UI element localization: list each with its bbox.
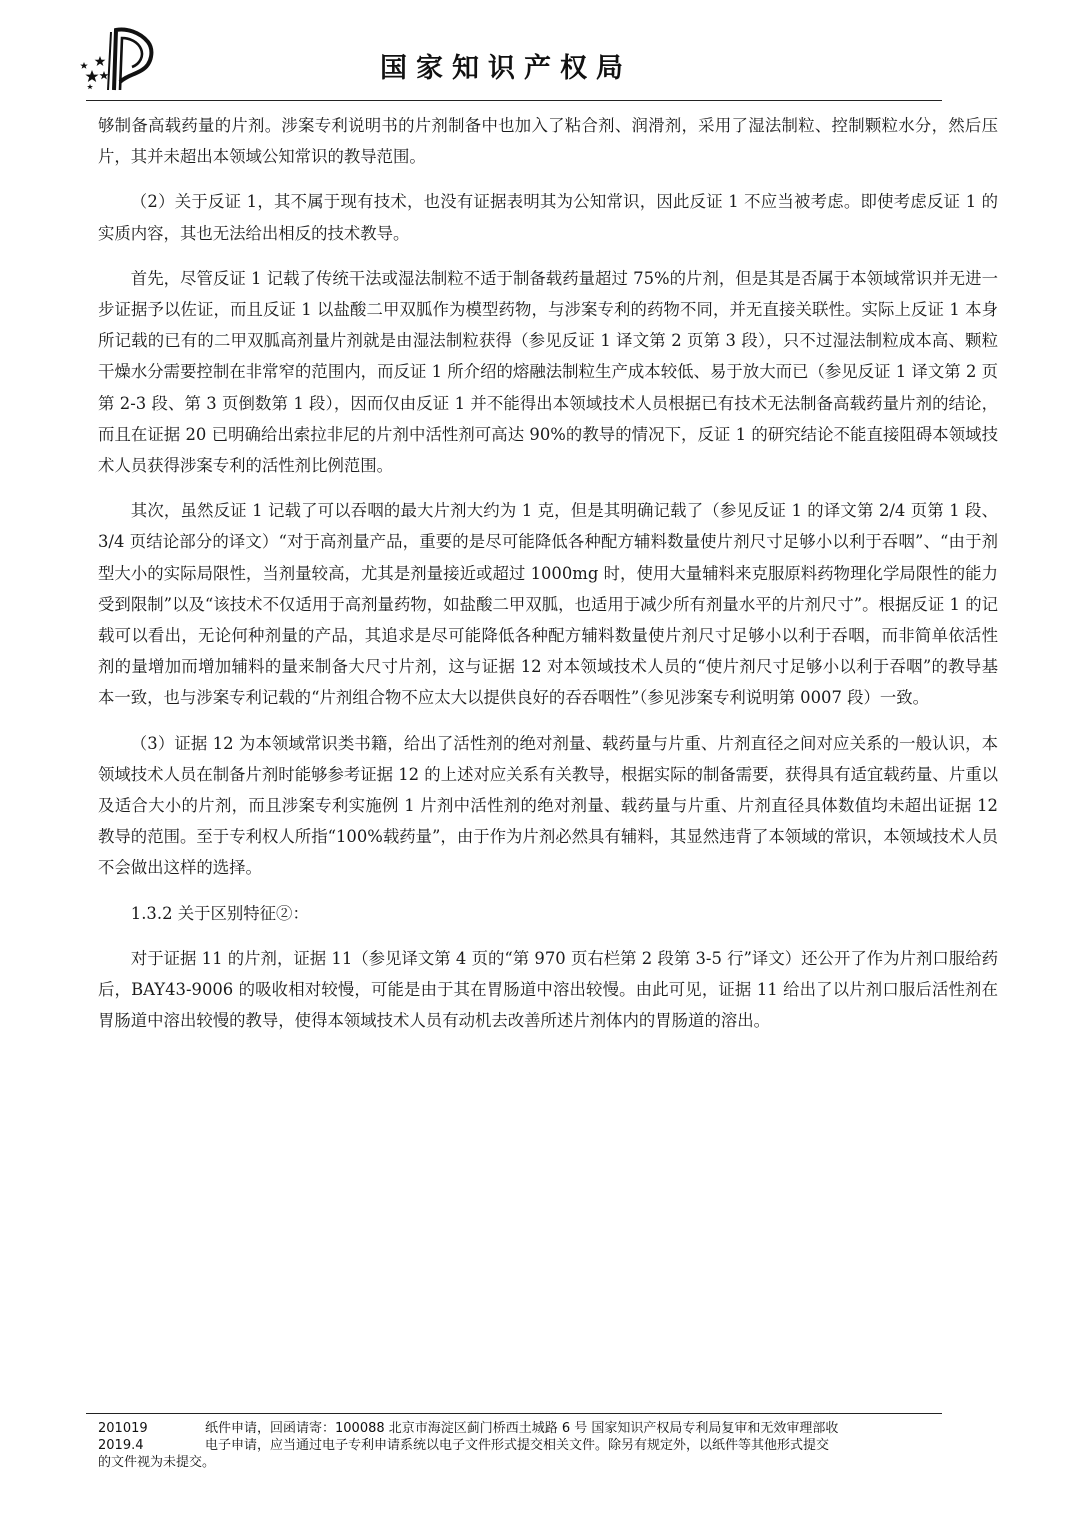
star-icon — [95, 56, 106, 66]
paragraph: 其次，虽然反证 1 记载了可以吞咽的最大片剂大约为 1 克，但是其明确记载了（参见反证 1 的译文第 2/4 页第 1 段、3/4 页结论部分的译文）“对于高剂量产品，重要的是尽可能降低各种配方辅料数量使片剂尺寸足够小以利于吞咽”、“由于剂型大小的实际局限性，当剂量较高，尤其是剂量接近或超过 1000mg 时，使用大量辅料来克服原料药物理化学局限性的能力受到限制”以及“该技术不仅适用于高剂量药物，如盐酸二甲双胍，也适用于减少所有剂量水平的片剂尺寸”。根据反证 1 的记载可以看出，无论何种剂量的产品，其追求是尽可能降低各种配方辅料数量使片剂尺寸足够小以利于吞咽，而非简单依活性剂的量增加而增加辅料的量来制备大尺寸片剂，这与证据 12 对本领域技术人员的“使片剂尺寸足够小以利于吞咽”的教导基本一致，也与涉案专利记载的“片剂组合物不应太大以提供良好的吞吞咽性”（参见涉案专利说明第 0007 段）一致。 — [98, 501, 998, 708]
electronic-filing-notice: 电子申请，应当通过电子专利申请系统以电子文件形式提交相关文件。除另有规定外，以纸件等其他形式提交 — [205, 1438, 830, 1453]
form-code: 201019 — [98, 1421, 148, 1436]
electronic-filing-notice-tail: 的文件视为未提交。 — [98, 1455, 216, 1470]
star-icon — [85, 70, 98, 82]
paper-filing-notice: 纸件申请，回函请寄：100088 北京市海淀区蓟门桥西土城路 6 号 国家知识产权局专利局复审和无效审理部收 — [205, 1421, 839, 1436]
footer-row-electronic — [98, 1437, 998, 1454]
paragraph: （2）关于反证 1，其不属于现有技术，也没有证据表明其为公知常识，因此反证 1 不应当被考虑。即使考虑反证 1 的实质内容，其也无法给出相反的技术教导。 — [98, 192, 998, 243]
paragraph: 对于证据 11 的片剂，证据 11（参见译文第 4 页的“第 970 页右栏第 2 段第 3-5 行”译文）还公开了作为片剂口服给药后，BAY43-9006 的吸收相对较慢，可能是由于其在胃肠道中溶出较慢。由此可见，证据 11 给出了以片剂口服后活性剂在胃肠道中溶出较慢的教导，使得本领域技术人员有动机去改善所述片剂体内的胃肠道的溶出。 — [98, 948, 998, 1031]
paragraph: 首先，尽管反证 1 记载了传统干法或湿法制粒不适于制备载药量超过 75%的片剂，但是其是否属于本领域常识并无进一步证据予以佐证，而且反证 1 以盐酸二甲双胍作为模型药物，与涉案专利的药物不同，并无直接关联性。实际上反证 1 本身所记载的已有的二甲双胍高剂量片剂就是由湿法制粒获得（参见反证 1 译文第 2 页第 3 段），只不过湿法制粒成本高、颗粒干燥水分需要控制在非常窄的范围内，而反证 1 所介绍的熔融法制粒生产成本较低、易于放大而已（参见反证 1 译文第 2 页第 2-3 段、第 3 页倒数第 1 段），因而仅由反证 1 并不能得出本领域技术人员根据已有技术无法制备高载药量片剂的结论，而且在证据 20 已明确给出索拉非尼的片剂中活性剂可高达 90%的教导的情况下，反证 1 的研究结论不能直接阻碍本领域技术人员获得涉案专利的活性剂比例范围。 — [98, 268, 998, 476]
page-header — [0, 0, 1080, 104]
star-icon — [99, 71, 108, 79]
footer-row-paper — [98, 1420, 998, 1437]
document-body — [98, 110, 998, 1050]
cnipa-logo — [78, 24, 160, 94]
header-divider — [86, 100, 942, 101]
paragraph: （3）证据 12 为本领域常识类书籍，给出了活性剂的绝对剂量、载药量与片重、片剂直径之间对应关系的一般认识，本领域技术人员在制备片剂时能够参考证据 12 的上述对应关系有关教导，根据实际的制备需要，获得具有适宜载药量、片重以及适合大小的片剂，而且涉案专利实施例 1 片剂中活性剂的绝对剂量、载药量与片重、片剂直径具体数值均未超出证据 12 教导的范围。至于专利权人所指“100%载药量”，由于作为片剂必然具有辅料，其显然违背了本领域的常识，本领域技术人员不会做出这样的选择。 — [98, 733, 998, 878]
star-icon — [87, 84, 93, 89]
paragraph: 够制备高载药量的片剂。涉案专利说明书的片剂制备中也加入了粘合剂、润滑剂，采用了湿法制粒、控制颗粒水分，然后压片，其并未超出本领域公知常识的教导范围。 — [98, 116, 998, 167]
page-footer — [98, 1420, 998, 1471]
section-heading: 1.3.2 关于区别特征②： — [130, 903, 309, 923]
office-name: 国家知识产权局 — [380, 53, 632, 84]
star-icon — [80, 62, 88, 69]
footer-divider — [86, 1413, 942, 1414]
form-version: 2019.4 — [98, 1438, 144, 1453]
